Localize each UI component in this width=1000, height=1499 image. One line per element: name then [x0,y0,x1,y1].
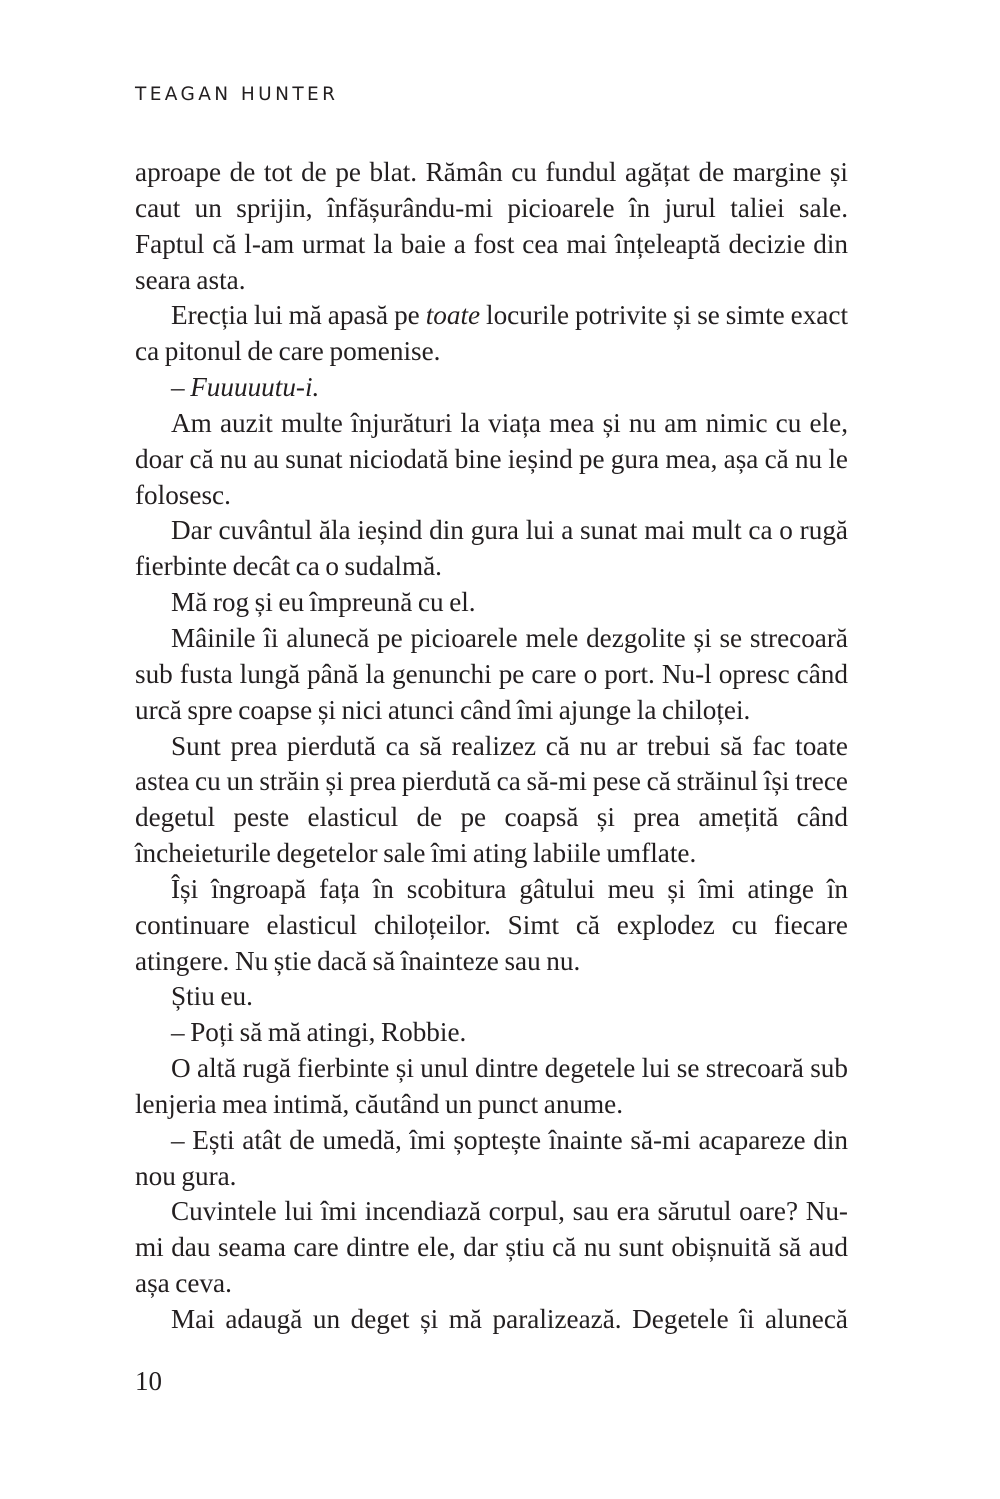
paragraph-continued: Mai adaugă un deget și mă paralizează. Degetele îi alunecă [171,1304,848,1334]
body-text [135,155,848,1338]
paragraph: Dar cuvântul ăla ieșind din gura lui a sunat mai mult ca o rugă fierbinte decât ca o sudalmă. [135,515,848,582]
dialogue-paragraph: – Ești atât de umedă, îmi șoptește înainte să-mi acapareze din nou gura. [135,1124,848,1191]
paragraph-text: Erecția lui mă apasă pe [171,300,426,331]
paragraph: Mâinile îi alunecă pe picioarele mele dezgolite și se strecoară sub fusta lungă până la genunchi pe care o port. Nu-l opresc când urcă spre coapse și nici atunci când îmi ajunge la chiloței. [135,622,848,725]
paragraph: O altă rugă fierbinte și unul dintre degetele lui se strecoară sub lenjeria mea intimă, căutând un punct anume. [135,1053,848,1119]
dialogue-paragraph: – Poți să mă atingi, Robbie. [171,1017,467,1048]
paragraph: Cuvintele lui îmi incendiază corpul, sau era sărutul oare? Nu-mi dau seama care dintre ele, dar știu că nu sunt obișnuită să aud așa ceva. [135,1196,848,1299]
paragraph: Își îngroapă fața în scobitura gâtului meu și îmi atinge în continuare elasticul chiloțeilor. Simt că explodez cu fiecare atingere. Nu știe dacă să înainteze sau nu. [135,873,848,976]
paragraph: aproape de tot de pe blat. Rămân cu fundul agățat de margine și caut un sprijin, înfășurându-mi picioarele în jurul taliei sale. Faptul că l-am urmat la baie a fost cea mai înțeleaptă decizie din seara asta. [135,157,848,295]
page-number: 10 [135,1366,162,1396]
running-head-author: TEAGAN HUNTER [135,84,339,105]
dialogue-dash: – [171,372,191,403]
paragraph: Știu eu. [171,981,253,1012]
dialogue-paragraph [135,370,848,406]
paragraph: Am auzit multe înjurături la viața mea și nu am nimic cu ele, doar că nu au sunat niciodată bine ieșind pe gura mea, așa că nu le folosesc. [135,407,848,510]
paragraph [135,298,848,370]
emphasis-text: Fuuuuutu-i. [190,372,320,403]
emphasis-text: toate [425,300,481,331]
paragraph-text: locurile potrivite și se simte exact ca pitonul de care pomenise. [135,300,848,367]
paragraph: Sunt prea pierdută ca să realizez că nu ar trebui să fac toate astea cu un străin și prea pierdută ca să-mi pese că străinul își trece degetul peste elasticul de pe coapsă și prea amețită când încheieturile degetelor sale îmi ating labiile umflate. [135,730,848,869]
paragraph: Mă rog și eu împreună cu el. [171,587,476,618]
